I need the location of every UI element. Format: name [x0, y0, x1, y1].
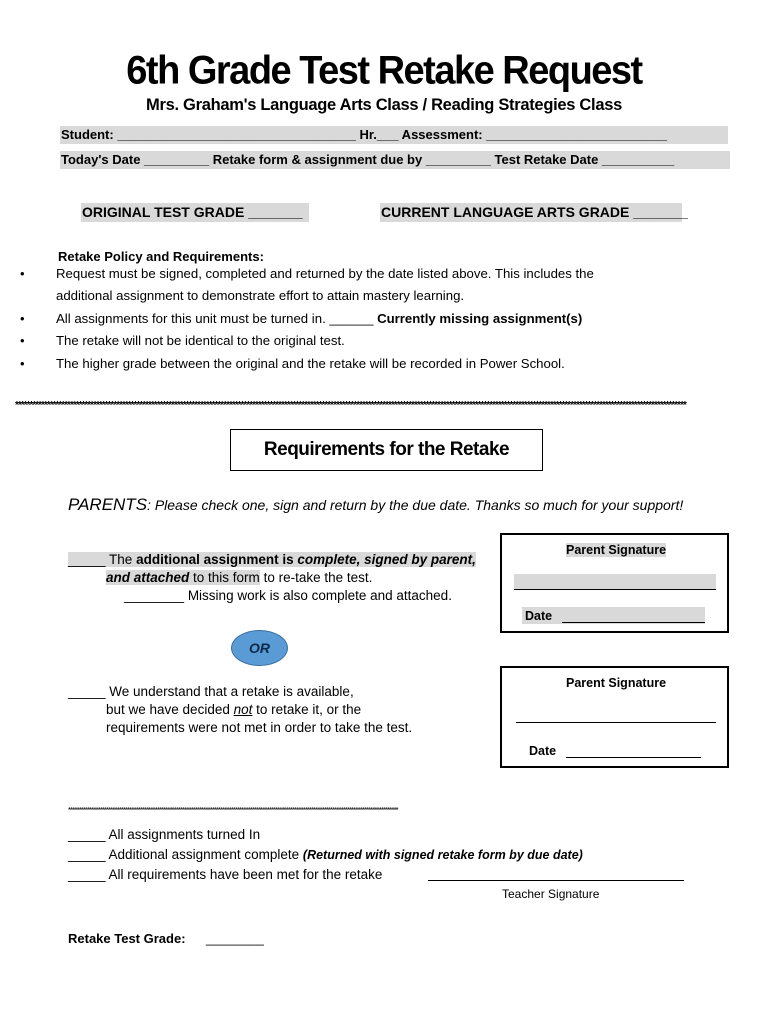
option-2-text-a: but we have decided — [106, 702, 234, 717]
page-title: 6th Grade Test Retake Request — [126, 48, 642, 94]
teacher-additional-text: _____ Additional assignment complete — [68, 847, 303, 862]
option-1-line-2-highlight — [106, 570, 260, 585]
teacher-signature-line[interactable] — [428, 880, 684, 881]
teacher-check-assignments[interactable]: _____ All assignments turned In — [68, 827, 261, 842]
bullet-icon: • — [20, 356, 25, 371]
retake-test-grade-field[interactable]: ________ — [206, 931, 264, 946]
original-test-grade-field[interactable]: ORIGINAL TEST GRADE _______ — [82, 204, 303, 220]
option-1-check-blank[interactable] — [68, 552, 476, 567]
dates-info-fields[interactable]: Today's Date _________ Retake form & assignment due by _________ Test Retake Date __________ — [61, 152, 675, 167]
policy-item-2 — [56, 311, 582, 326]
option-1-bolditalic: complete, signed by parent, — [297, 552, 476, 567]
parent-signature-box-2 — [500, 666, 729, 768]
requirements-title-box — [230, 429, 543, 471]
teacher-signature-label: Teacher Signature — [502, 887, 600, 901]
date-line[interactable] — [566, 757, 701, 758]
parent-signature-line[interactable] — [516, 722, 716, 723]
date-label: Date — [529, 744, 557, 758]
parents-label: PARENTS — [68, 495, 148, 514]
option-1-blank[interactable]: _____ — [68, 552, 106, 567]
option-2-not: not — [233, 702, 253, 717]
parents-text: : Please check one, sign and return by the due date. Thanks so much for your support! — [147, 497, 684, 513]
requirements-title: Requirements for the Retake — [263, 439, 510, 460]
section-separator: **************************************************************************************************************************************************************************************************************************************** — [15, 400, 686, 411]
option-1-missing-work[interactable]: ________ Missing work is also complete and attached. — [124, 588, 452, 603]
bullet-icon: • — [20, 333, 25, 348]
or-oval — [231, 630, 288, 666]
option-2-line-1[interactable]: _____ We understand that a retake is available, — [68, 684, 354, 699]
option-1-the: The — [105, 552, 137, 567]
bullet-icon: • — [20, 266, 25, 281]
or-label: OR — [249, 640, 270, 656]
date-label: Date — [525, 609, 553, 623]
parent-signature-line[interactable] — [514, 589, 716, 590]
option-2-text-b: to retake it, or the — [252, 702, 362, 717]
missing-assignments-label: Currently missing assignment(s) — [377, 311, 583, 326]
date-line[interactable] — [562, 622, 705, 623]
policy-item-4: The higher grade between the original and the retake will be recorded in Power School. — [56, 356, 565, 371]
option-1-attached: and attached — [106, 570, 190, 585]
signature-highlight — [514, 574, 716, 590]
bullet-icon: • — [20, 311, 25, 326]
current-la-grade-field[interactable]: CURRENT LANGUAGE ARTS GRADE _______ — [381, 204, 688, 220]
parent-signature-box-1 — [500, 533, 729, 633]
student-info-fields[interactable]: Student: _________________________________ Hr.___ Assessment: _________________________ — [61, 127, 667, 142]
policy-item-1-line-2: additional assignment to demonstrate effort to attain mastery learning. — [56, 288, 465, 303]
option-1-to-this-form: to this form — [189, 570, 260, 585]
page-subtitle: Mrs. Graham's Language Arts Class / Reading Strategies Class — [146, 96, 622, 114]
teacher-section-separator: ************************************************************************************************************************************************************ — [68, 806, 398, 815]
retake-test-grade-label: Retake Test Grade: — [68, 931, 186, 946]
option-1-line-2 — [106, 570, 372, 585]
teacher-check-requirements[interactable]: _____ All requirements have been met for the retake — [68, 867, 383, 882]
policy-item-1-line-1: Request must be signed, completed and returned by the date listed above. This includes the — [56, 266, 594, 281]
parent-signature-label: Parent Signature — [566, 543, 667, 557]
option-1-line-1 — [68, 552, 476, 567]
policy-item-2-text: All assignments for this unit must be turned in. ______ — [56, 311, 378, 326]
policy-heading: Retake Policy and Requirements: — [58, 249, 264, 264]
teacher-check-additional[interactable] — [68, 847, 583, 862]
parent-signature-label: Parent Signature — [566, 676, 667, 690]
option-2-line-2 — [106, 702, 361, 717]
option-2-line-3: requirements were not met in order to take the test. — [106, 720, 413, 735]
policy-item-3: The retake will not be identical to the original test. — [56, 333, 345, 348]
option-1-bold: additional assignment is — [136, 552, 298, 567]
parents-instructions — [68, 495, 683, 515]
option-1-retake-text: to re-take the test. — [259, 570, 373, 585]
teacher-additional-note: (Returned with signed retake form by due date) — [302, 848, 583, 862]
